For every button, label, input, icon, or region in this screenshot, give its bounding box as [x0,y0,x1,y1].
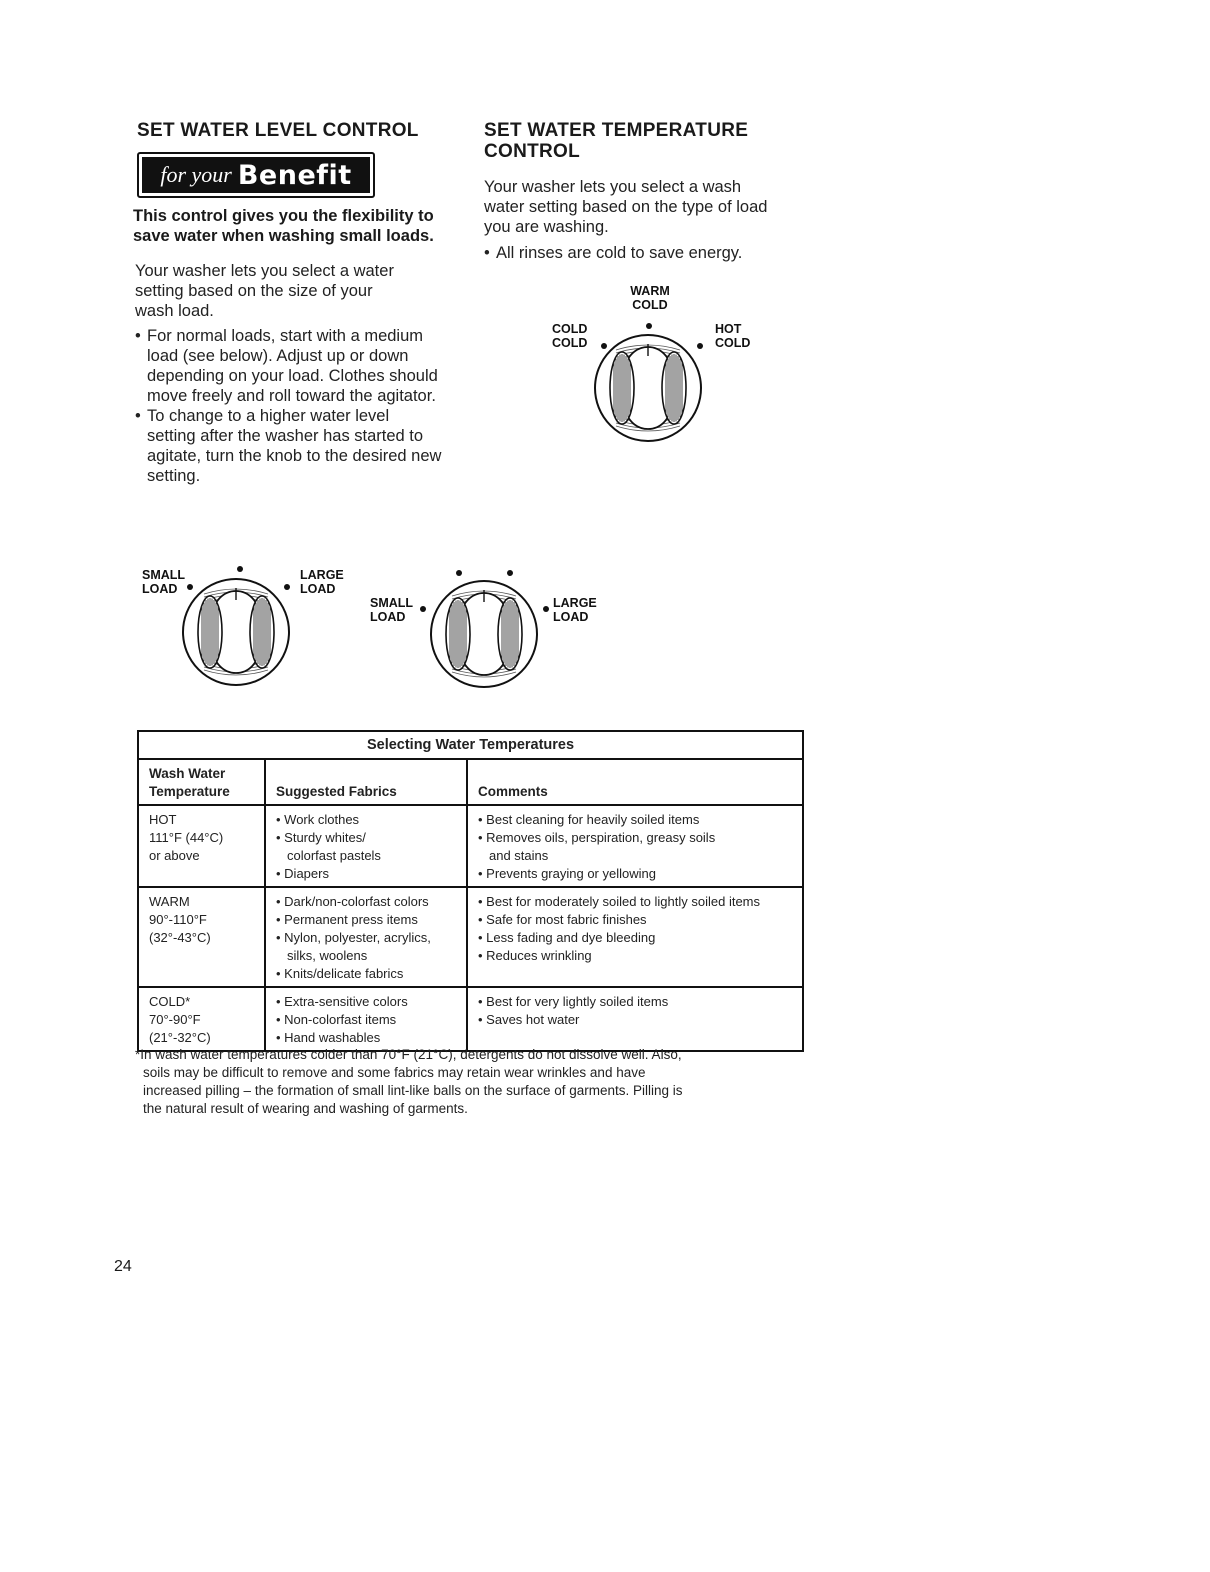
cell-line: • Work clothes [276,812,360,827]
table-row [138,987,803,1051]
water-temperature-table [137,730,804,1052]
header-comments: Comments [467,759,803,805]
cell-line: 70°-90°F [149,1012,201,1027]
label-line: LOAD [370,610,406,624]
bullet-cold-rinse: • All rinses are cold to save energy. [484,243,814,263]
cell-line: • Reduces wrinkling [478,948,592,963]
comments-cell [467,887,803,987]
footnote [135,1046,805,1118]
label-line: LOAD [553,610,589,624]
label-line: COLD [632,298,668,312]
cell-line: • Extra-sensitive colors [276,994,408,1009]
heading-line: SET WATER TEMPERATURE [484,120,749,141]
bullet-higher-level [135,406,475,486]
footnote-line: increased pilling – the formation of small lint-like balls on the surface of garments. Pilling is [143,1083,683,1098]
cell-line: or above [149,848,200,863]
label-line: LARGE [553,596,597,610]
cell-line: • Permanent press items [276,912,418,927]
bullet-line: depending on your load. Clothes should [147,367,438,385]
footnote-line: soils may be difficult to remove and some fabrics may retain wear wrinkles and have [143,1065,646,1080]
dial2-dot-left [420,606,426,612]
cell-line: • Diapers [276,866,329,881]
dial2-dot-top-right [507,570,513,576]
cell-line: 90°-110°F [149,912,207,927]
label-line: WARM [630,284,670,298]
bullet-line: setting. [147,467,201,485]
label-line: HOT [715,322,742,336]
cell-line: • Nylon, polyester, acrylics, [276,930,431,945]
footnote-line: *In wash water temperatures colder than 70°F (21°C), detergents do not dissolve well. Also, [135,1047,682,1062]
cell-line: WARM [149,894,190,909]
dial2-label-right [553,596,597,624]
cell-line: HOT [149,812,177,827]
temperature-knob-icon[interactable] [592,332,704,444]
cell-line: • Saves hot water [478,1012,580,1027]
label-line: COLD [552,322,588,336]
temp-label-top [620,284,680,312]
temp-label-right [715,322,750,350]
label-line: COLD [715,336,751,350]
bullet-line: • To change to a higher water level [147,407,390,425]
page-number: 24 [114,1258,132,1275]
intro-line: Your washer lets you select a wash [484,178,742,196]
water-level-knob-2-icon[interactable] [428,578,540,690]
header-fabrics: Suggested Fabrics [265,759,467,805]
cell-line: • Non-colorfast items [276,1012,397,1027]
dial2-label-left [370,596,413,624]
fabrics-cell [265,887,467,987]
bullet-line: load (see below). Adjust up or down [147,347,409,365]
dial2-dot-top-left [456,570,462,576]
cell-line: • Sturdy whites/ [276,830,366,845]
comments-cell [467,987,803,1051]
cell-line: and stains [489,848,549,863]
temperature-cell [138,887,265,987]
cell-line: • Prevents graying or yellowing [478,866,656,881]
dial1-dot-top [237,566,243,572]
footnote-line: the natural result of wearing and washing of garments. [143,1101,468,1116]
label-line: SMALL [370,596,414,610]
temperature-cell [138,987,265,1051]
water-temperature-intro [484,177,814,263]
bullet-line: • For normal loads, start with a medium [147,327,424,345]
table-title: Selecting Water Temperatures [138,731,803,759]
water-level-knob-1-icon[interactable] [180,576,292,688]
cell-line: (32°-43°C) [149,930,211,945]
cell-line: • Knits/delicate fabrics [276,966,404,981]
cell-line: • Dark/non-colorfast colors [276,894,429,909]
table-row [138,805,803,887]
fabrics-cell [265,805,467,887]
cell-line: • Best cleaning for heavily soiled items [478,812,700,827]
bullet-line: move freely and roll toward the agitator. [147,387,436,405]
intro-line: wash load. [135,302,214,320]
temp-dot-top [646,323,652,329]
water-level-heading: SET WATER LEVEL CONTROL [137,120,419,141]
dial1-label-left [142,568,185,596]
bullet-normal-loads [135,326,475,406]
heading-line: CONTROL [484,141,581,162]
intro-line: setting based on the size of your [135,282,373,300]
intro-line: Your washer lets you select a water [135,262,394,280]
lead-line: save water when washing small loads. [133,227,434,245]
cell-line: silks, woolens [287,948,368,963]
temperature-cell [138,805,265,887]
cell-line: • Best for moderately soiled to lightly soiled items [478,894,761,909]
cell-line: • Safe for most fabric finishes [478,912,647,927]
dial2-dot-right [543,606,549,612]
water-level-intro [135,261,475,486]
dial1-label-right [300,568,344,596]
intro-line: you are washing. [484,218,609,236]
water-temperature-heading [484,120,748,162]
table-header-row [138,759,803,805]
label-line: LARGE [300,568,344,582]
cell-line: • Best for very lightly soiled items [478,994,669,1009]
table-title-row [138,731,803,759]
fabrics-cell [265,987,467,1051]
cell-line: (21°-32°C) [149,1030,211,1045]
temp-label-left [552,322,587,350]
cell-line: COLD* [149,994,191,1009]
comments-cell [467,805,803,887]
bullet-line: agitate, turn the knob to the desired new [147,447,442,465]
header-temperature: Wash Water Temperature [138,759,265,805]
cell-line: • Hand washables [276,1030,381,1045]
for-your-benefit-badge [137,152,375,198]
bullet-line: setting after the washer has started to [147,427,424,445]
lead-line: This control gives you the flexibility to [133,207,434,225]
label-line: SMALL [142,568,186,582]
badge-benefit-text: Benefit [237,159,352,191]
intro-line: water setting based on the type of load [484,198,768,216]
cell-line: 111°F (44°C) [149,830,224,845]
table-row [138,887,803,987]
badge-for-your-text: for your [160,162,232,187]
cell-line: • Removes oils, perspiration, greasy soils [478,830,716,845]
cell-line: colorfast pastels [287,848,381,863]
label-line: LOAD [142,582,178,596]
cell-line: • Less fading and dye bleeding [478,930,656,945]
label-line: LOAD [300,582,336,596]
label-line: COLD [552,336,588,350]
benefit-lead [133,206,434,246]
